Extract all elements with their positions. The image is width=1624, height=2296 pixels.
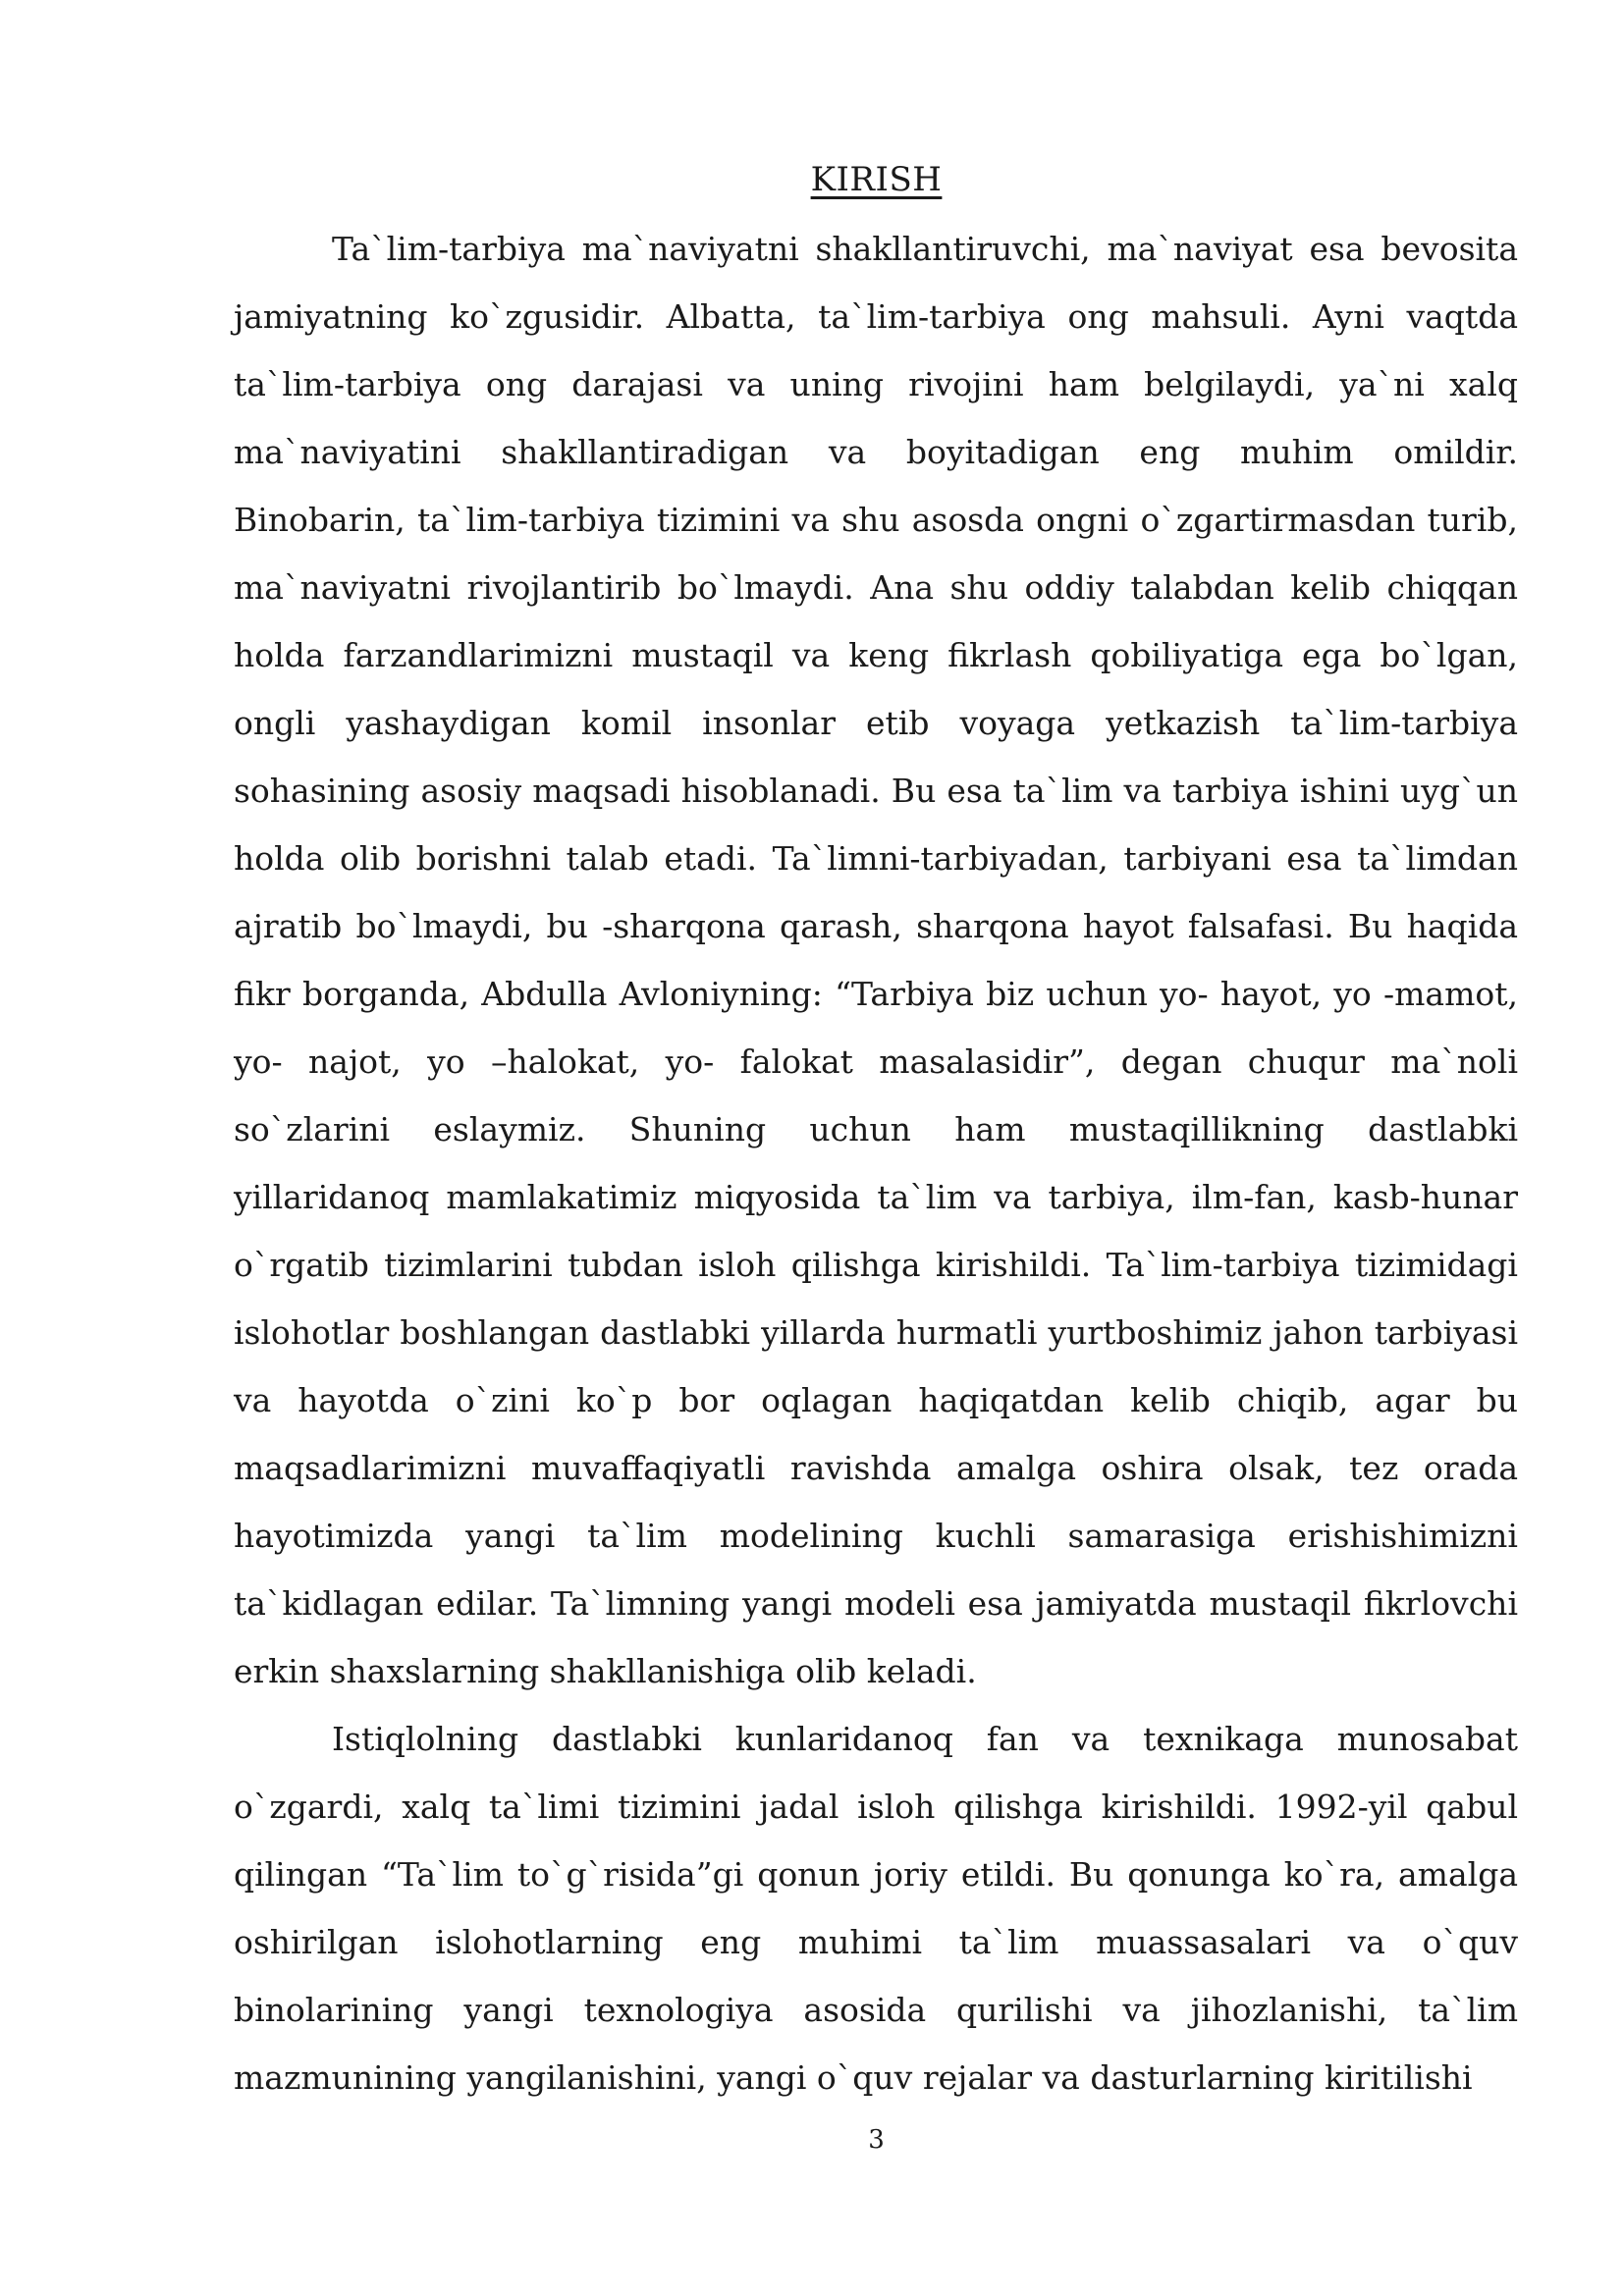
paragraph-1: Ta`lim-tarbiya ma`naviyatni shakllantiruvchi, ma`naviyat esa bevosita jamiyatning ko`zgusidir. Albatta, ta`lim-tarbiya ong mahsuli. Ayni vaqtda ta`lim-tarbiya ong darajasi va uning rivojini ham belgilaydi, ya`ni xalq ma`naviyatini shakllantiradigan va boyitadigan eng muhim omildir. Binobarin, ta`lim-tarbiya tizimini va shu asosda ongni o`zgartirmasdan turib, ma`naviyatni rivojlantirib bo`lmaydi. Ana shu oddiy talabdan kelib chiqqan holda farzandlarimizni mustaqil va keng fikrlash qobiliyatiga ega bo`lgan, ongli yashaydigan komil insonlar etib voyaga yetkazish ta`lim-tarbiya sohasining asosiy maqsadi hisoblanadi. Bu esa ta`lim va tarbiya ishini uyg`un holda olib borishni talab etadi. Ta`limni-tarbiyadan, tarbiyani esa ta`limdan ajratib bo`lmaydi, bu -sharqona qarash, sharqona hayot falsafasi. Bu haqida fikr borganda, Abdulla Avloniyning: “Tarbiya biz uchun yo- hayot, yo -mamot, yo- najot, yo –halokat, yo- falokat masalasidir”, degan chuqur ma`noli so`zlarini eslaymiz. Shuning uchun ham mustaqillikning dastlabki yillaridanoq mamlakatimiz miqyosida ta`lim va tarbiya, ilm-fan, kasb-hunar o`rgatib tizimlarini tubdan isloh qilishga kirishildi. Ta`lim-tarbiya tizimidagi islohotlar boshlangan dastlabki yillarda hurmatli yurtboshimiz jahon tarbiyasi va hayotda o`zini ko`p bor oqlagan haqiqatdan kelib chiqib, agar bu maqsadlarimizni muvaffaqiyatli ravishda amalga oshira olsak, tez orada hayotimizda yangi ta`lim modelining kuchli samarasiga erishishimizni ta`kidlagan edilar. Ta`limning yangi modeli esa jamiyatda mustaqil fikrlovchi erkin shaxslarning shakllanishiga olib keladi. [234, 230, 1518, 1690]
page-number: 3 [868, 2125, 885, 2155]
page-title: KIRISH [810, 160, 943, 199]
paragraph-2: Istiqlolning dastlabki kunlaridanoq fan va texnikaga munosabat o`zgardi, xalq ta`limi tizimini jadal isloh qilishga kirishildi. 1992-yil qabul qilingan “Ta`lim to`g`risida”gi qonun joriy etildi. Bu qonunga ko`ra, amalga oshirilgan islohotlarning eng muhimi ta`lim muassasalari va o`quv binolarining yangi texnologiya asosida qurilishi va jihozlanishi, ta`lim mazmunining yangilanishini, yangi o`quv rejalar va dasturlarning kiritilishi [234, 1720, 1518, 2097]
body-text [234, 215, 1518, 2111]
